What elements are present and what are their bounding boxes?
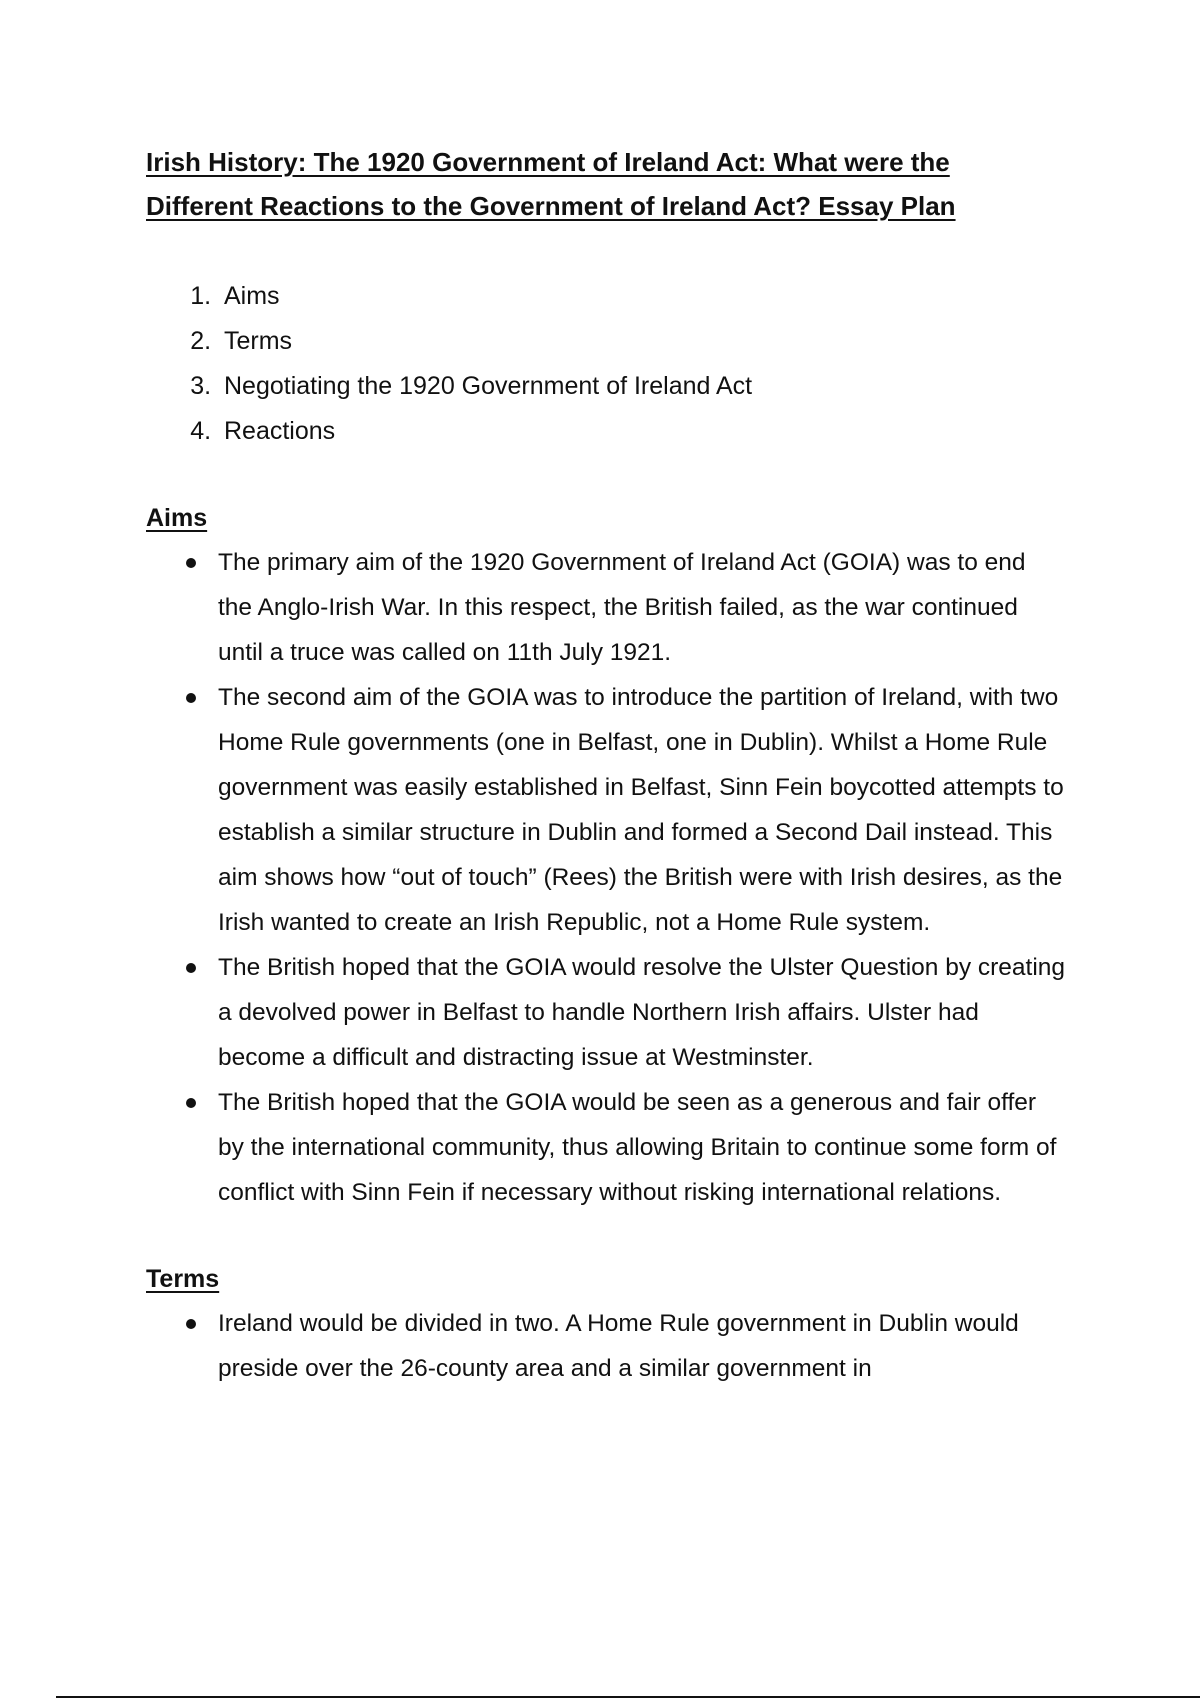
title-line-2: Different Reactions to the Government of Ireland Act? Essay Plan xyxy=(146,191,956,221)
table-of-contents xyxy=(146,274,1066,454)
bullet-icon xyxy=(186,1319,196,1329)
bullet-text: Ireland would be divided in two. A Home Rule government in Dublin would preside over the 26-county area and a similar government in xyxy=(218,1310,1019,1382)
toc-item: 3. Negotiating the 1920 Government of Ireland Act xyxy=(218,364,1066,409)
document-page xyxy=(146,140,1066,1391)
bullet-icon xyxy=(186,963,196,973)
aims-heading: Aims xyxy=(146,504,208,532)
toc-item: 2. Terms xyxy=(218,319,1066,364)
terms-bullet xyxy=(146,1301,1066,1391)
bullet-text: The British hoped that the GOIA would resolve the Ulster Question by creating a devolved power in Belfast to handle Northern Irish affairs. Ulster had become a difficult and distracting issue at Westminster. xyxy=(218,954,1066,1071)
bullet-text: The British hoped that the GOIA would be seen as a generous and fair offer by the international community, thus allowing Britain to continue some form of conflict with Sinn Fein if necessary without risking international relations. xyxy=(218,1089,1057,1206)
terms-heading: Terms xyxy=(146,1265,220,1293)
toc-item: 4. Reactions xyxy=(218,409,1066,454)
bullet-icon xyxy=(186,558,196,568)
toc-item: 1. Aims xyxy=(218,274,1066,319)
aims-bullet xyxy=(146,540,1066,675)
bullet-icon xyxy=(186,1098,196,1108)
aims-bullet xyxy=(146,945,1066,1080)
title-line-1: Irish History: The 1920 Government of Ireland Act: What were the xyxy=(146,147,950,177)
terms-list xyxy=(146,1301,1066,1391)
bullet-icon xyxy=(186,693,196,703)
bullet-text: The second aim of the GOIA was to introduce the partition of Ireland, with two Home Rule governments (one in Belfast, one in Dublin). Whilst a Home Rule government was easily established in Belfast, Sinn Fein boycotted attempts to establish a similar structure in Dublin and formed a Second Dail instead. This aim shows how “out of touch” (Rees) the British were with Irish desires, as the Irish wanted to create an Irish Republic, not a Home Rule system. xyxy=(218,684,1064,936)
aims-bullet xyxy=(146,675,1066,945)
aims-list xyxy=(146,540,1066,1215)
aims-bullet xyxy=(146,1080,1066,1215)
document-title xyxy=(146,140,1066,228)
bullet-text: The primary aim of the 1920 Government of Ireland Act (GOIA) was to end the Anglo-Irish War. In this respect, the British failed, as the war continued until a truce was called on 11th July 1921. xyxy=(218,549,1026,666)
page-bottom-divider xyxy=(56,1696,1200,1698)
